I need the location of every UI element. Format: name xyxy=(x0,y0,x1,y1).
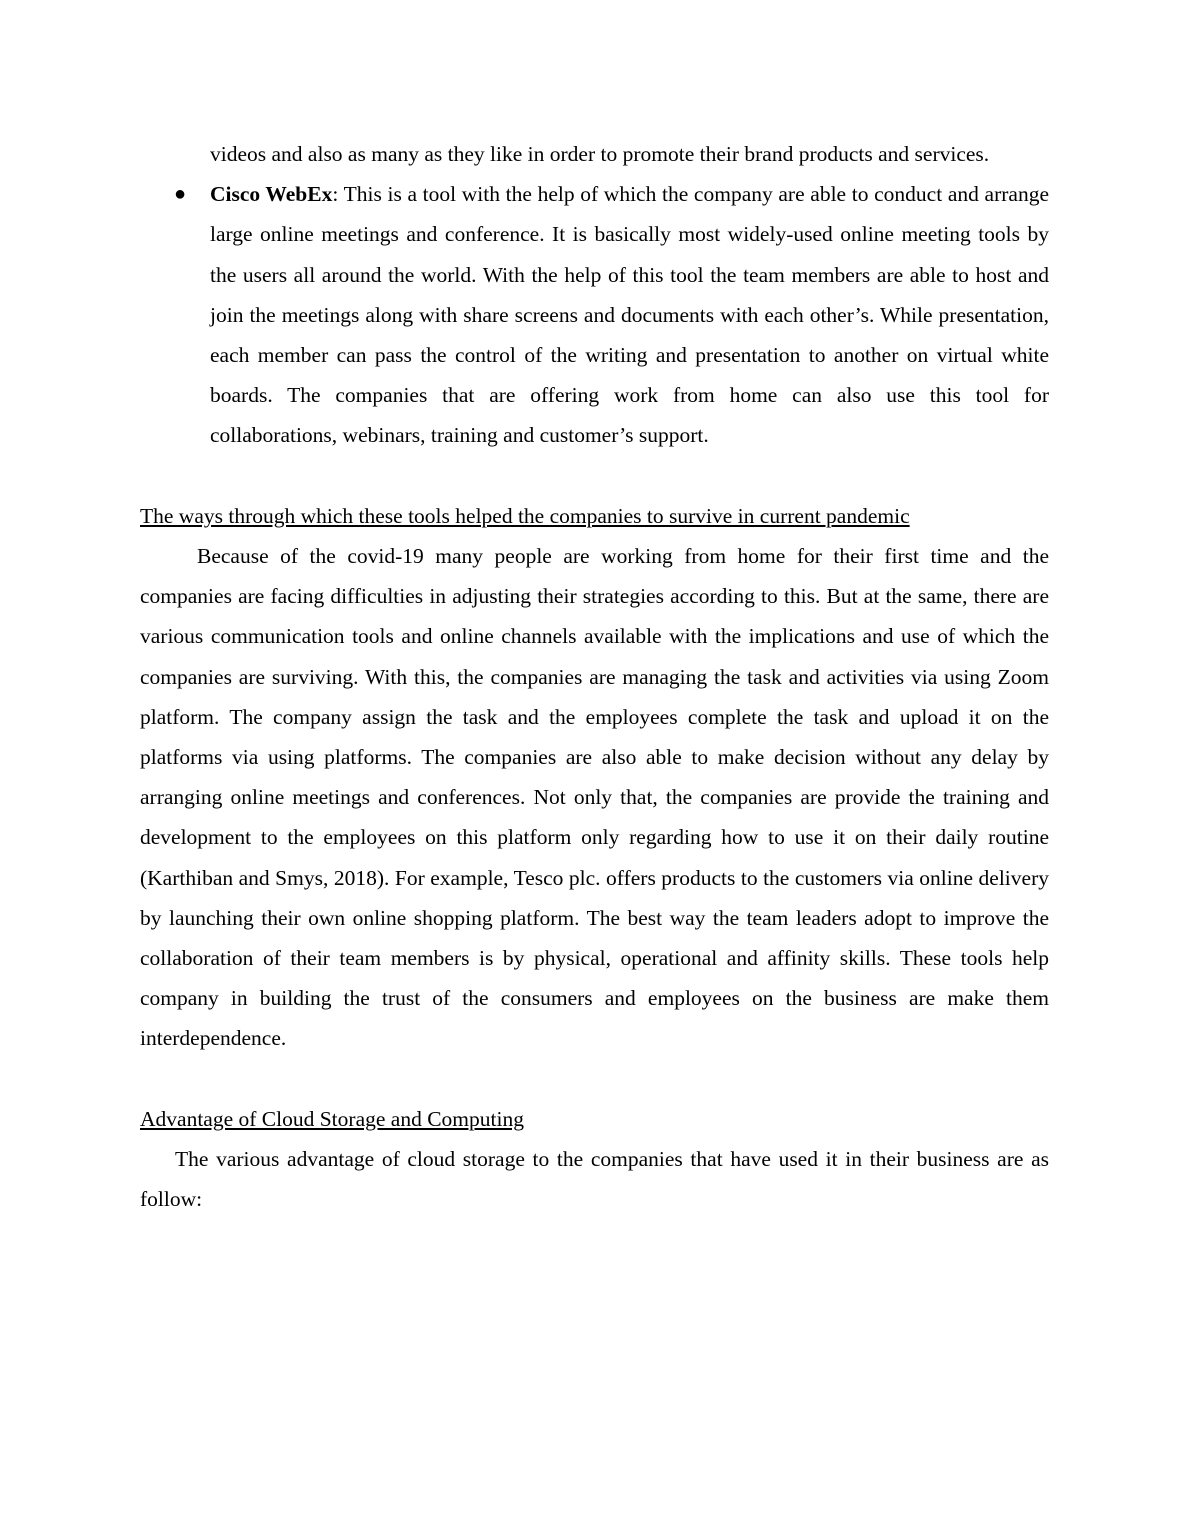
continuation-text: videos and also as many as they like in order to promote their brand products and services. xyxy=(210,142,990,166)
spacer xyxy=(140,456,1049,496)
section-heading-pandemic: The ways through which these tools helped the companies to survive in current pandemic xyxy=(140,503,910,528)
page-content xyxy=(140,134,1049,1219)
bullet-item-cisco-webex xyxy=(174,174,1049,455)
spacer xyxy=(140,1059,1049,1099)
bullet-description: : This is a tool with the help of which the company are able to conduct and arrange large online meetings and conference. It is basically most widely-used online meeting tools by the users all around the world. With the help of this tool the team members are able to host and join the meetings along with share screens and documents with each other’s. While presentation, each member can pass the control of the writing and presentation to another on virtual white boards. The companies that are offering work from home can also use this tool for collaborations, webinars, training and customer’s support. xyxy=(210,182,1049,448)
section-paragraph-cloud: The various advantage of cloud storage to the companies that have used it in their business are as follow: xyxy=(140,1147,1049,1212)
bullet-continuation xyxy=(210,134,1049,174)
bullet-text xyxy=(210,174,1049,455)
bullet-term: Cisco WebEx xyxy=(210,182,333,207)
bullet-dot-icon: ● xyxy=(174,183,187,206)
section-heading-cloud: Advantage of Cloud Storage and Computing xyxy=(140,1106,524,1131)
section-paragraph-pandemic: Because of the covid-19 many people are working from home for their first time and the companies are facing difficulties in adjusting their strategies according to this. But at the same, there are various communication tools and online channels available with the implications and use of which the companies are surviving. With this, the companies are managing the task and activities via using Zoom platform. The company assign the task and the employees complete the task and upload it on the platforms via using platforms. The companies are also able to make decision without any delay by arranging online meetings and conferences. Not only that, the companies are provide the training and development to the employees on this platform only regarding how to use it on their daily routine (Karthiban and Smys, 2018). For example, Tesco plc. offers products to the customers via online delivery by launching their own online shopping platform. The best way the team leaders adopt to improve the collaboration of their team members is by physical, operational and affinity skills. These tools help company in building the trust of the consumers and employees on the business are make them interdependence. xyxy=(140,544,1049,1051)
